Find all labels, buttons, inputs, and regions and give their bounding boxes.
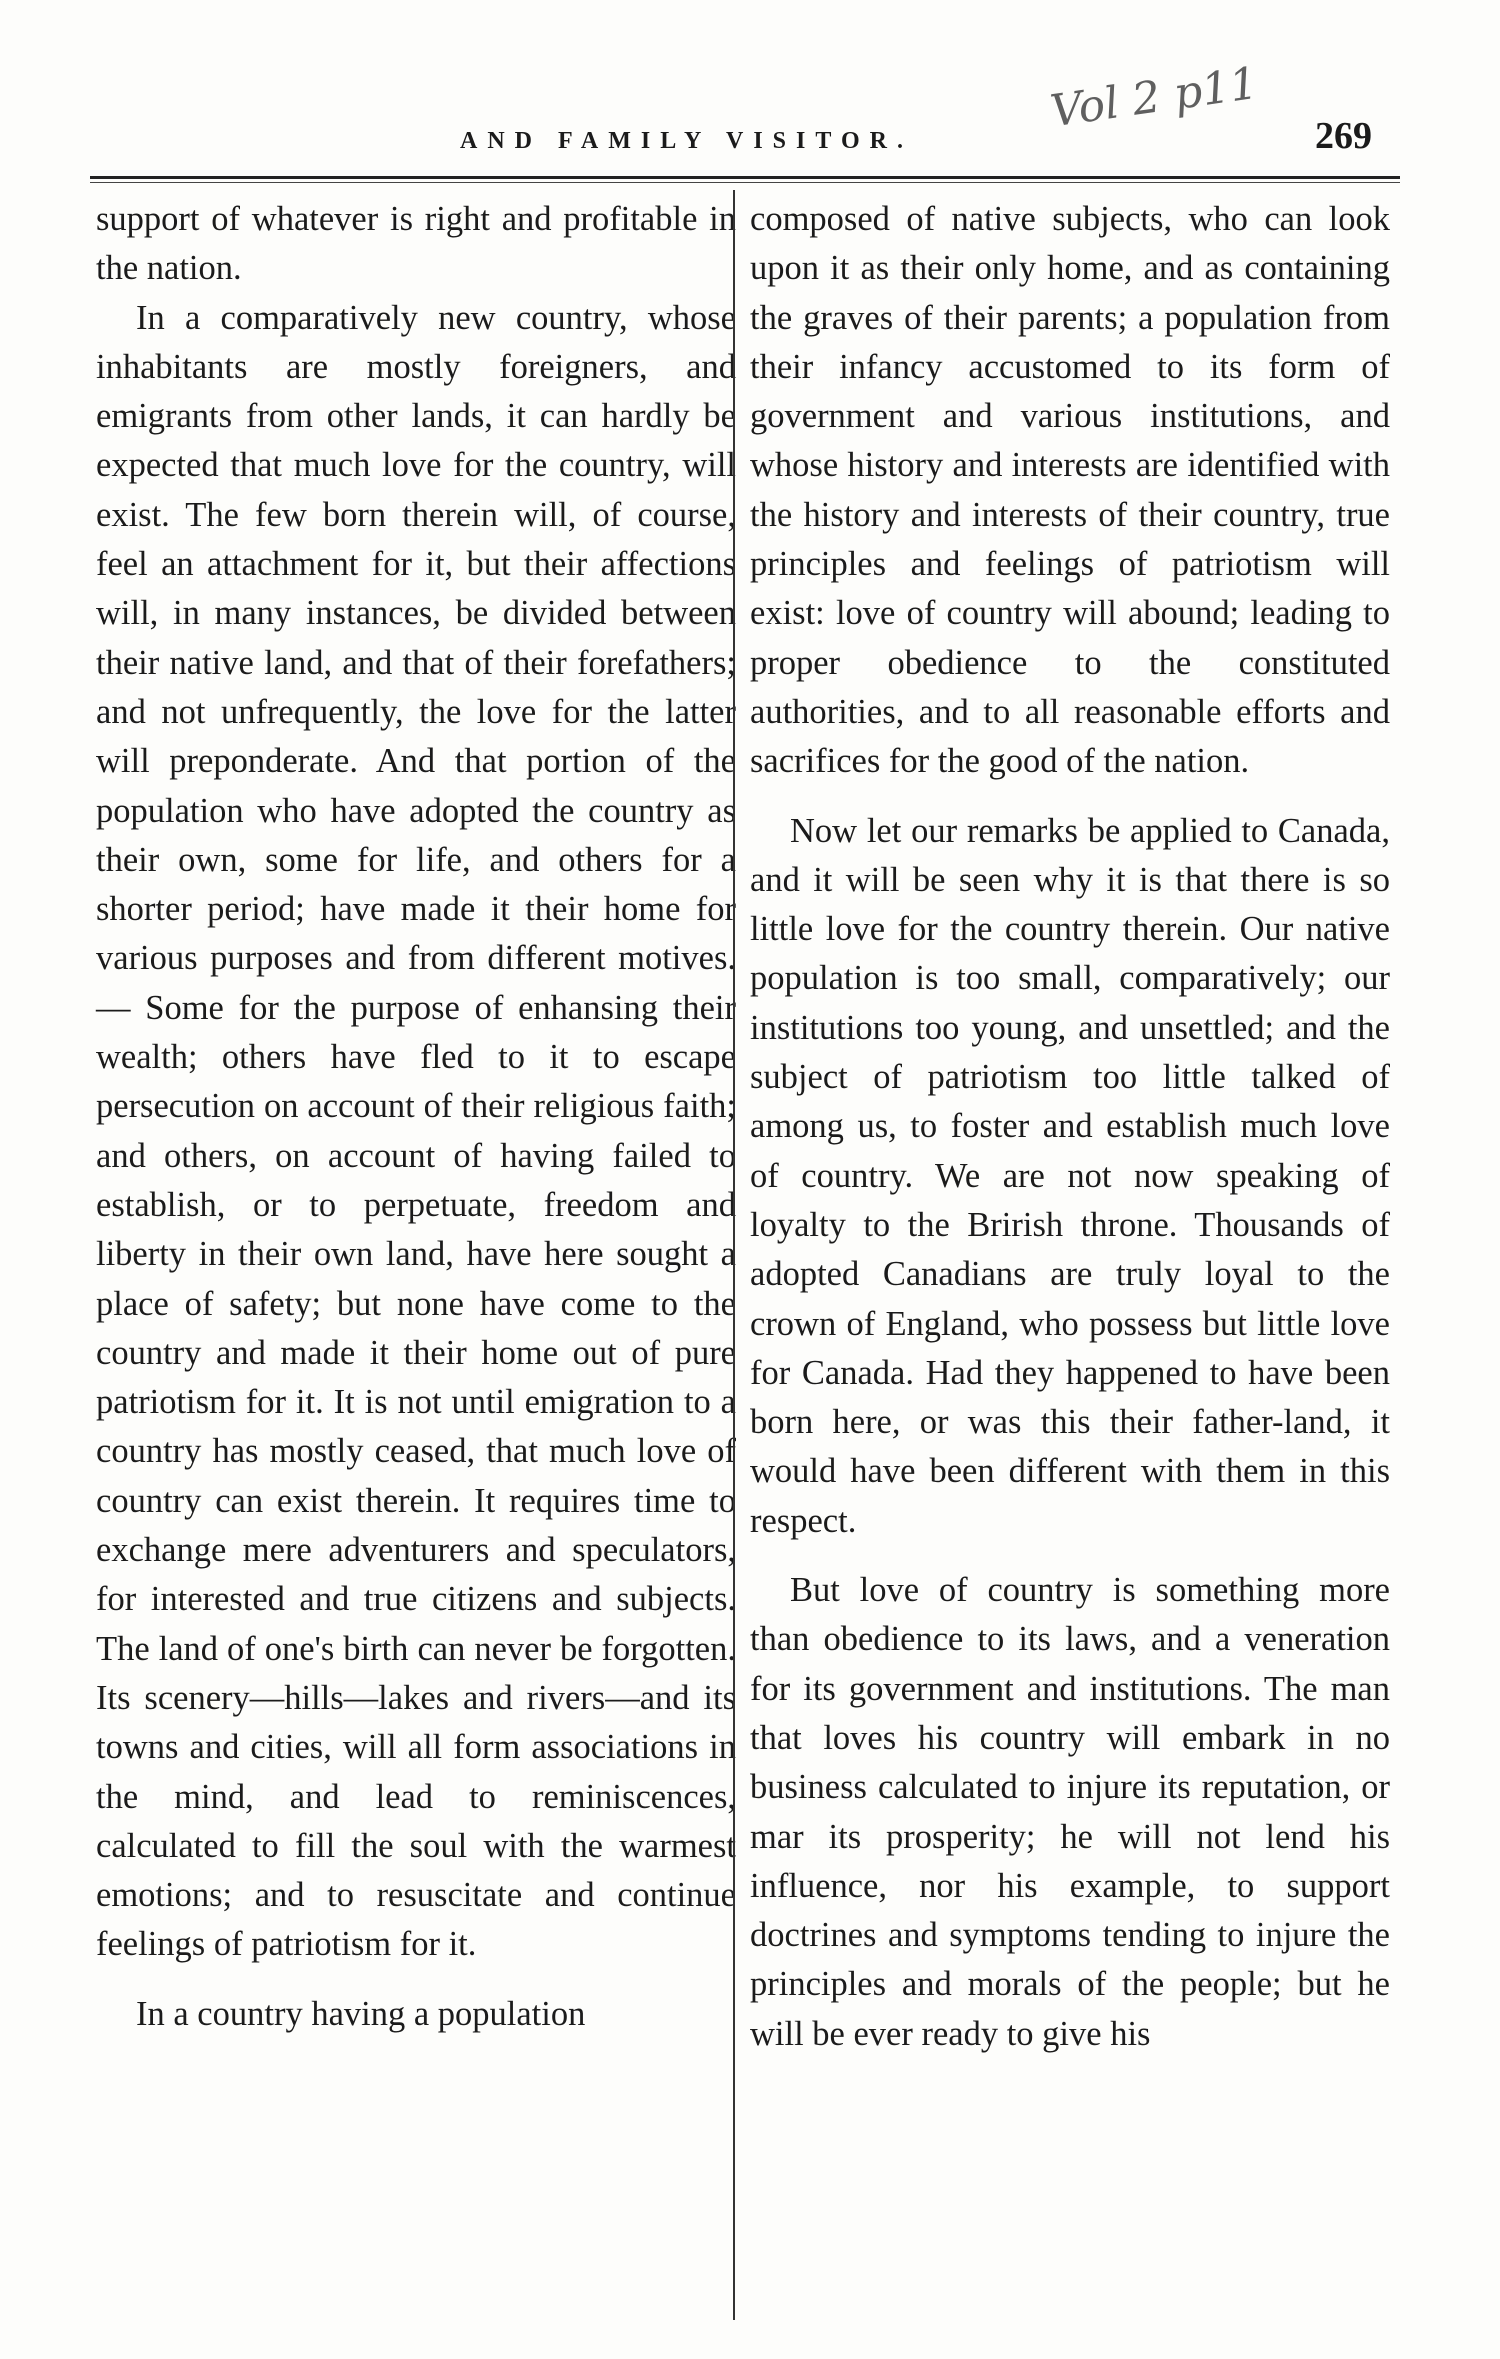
page-number: 269 — [1315, 115, 1372, 157]
paragraph: Now let our remarks be applied to Canada, and it will be seen why it is that there is so little love for the country therein. Our native population is too small, comparatively; our institutions too young, and unsettled; and the subject of patriotism too little talked of among us, to foster and establish much love of country. We are not now speaking of loyalty to the Brirish throne. Thousands of adopted Canadians are truly loyal to the crown of England, who possess but little love for Canada. Had they happened to have been born here, or was this their father-land, it would have been different with them in this respect. — [750, 811, 1390, 1540]
paragraph: In a country having a population — [136, 1994, 586, 2033]
column-divider — [733, 190, 735, 2320]
right-column — [750, 195, 1390, 2059]
paragraph: In a comparatively new country, whose inhabitants are mostly foreigners, and emigrants from other lands, it can hardly be expected that much love for the country, will exist. The few born therein will, of course, feel an attachment for it, but their affections will, in many instances, be divided between their native land, and that of their forefathers; and not unfrequently, the love for the latter will preponderate. And that portion of the population who have adopted the country as their own, some for life, and others for a shorter period; have made it their home for various purposes and from different motives.— Some for the purpose of enhansing their wealth; others have fled to it to escape persecution on account of their religious faith; and others, on account of having failed to establish, or to perpetuate, freedom and liberty in their own land, have here sought a place of safety; but none have come to the country and made it their home out of pure patriotism for it. It is not until emigration to a country has mostly ceased, that much love of country can exist therein. It requires time to exchange mere adventurers and speculators, for interested and true citizens and subjects. The land of one's birth can never be forgotten. Its scenery—hills—lakes and rivers—and its towns and cities, will all form associations in the mind, and lead to reminiscences, calculated to fill the soul with the warmest emotions; and to resuscitate and continue feelings of patriotism for it. — [96, 298, 736, 1964]
running-title: AND FAMILY VISITOR. — [460, 128, 913, 154]
header-rule-thin — [90, 182, 1400, 183]
paragraph: composed of native subjects, who can look upon it as their only home, and as containing the graves of their parents; a population from their infancy accustomed to its form of government and various institutions, and whose history and interests are identified with the history and interests of their country, true principles and feelings of patriotism will exist: love of country will abound; leading to proper obedience to the constituted authorities, and to all reasonable efforts and sacrifices for the good of the nation. — [750, 200, 1390, 781]
paragraph: But love of country is something more than obedience to its laws, and a veneration for its government and institutions. The man that loves his country will embark in no business calculated to injure its reputation, or mar its prosperity; he will not lend his influence, nor his example, to support doctrines and symptoms tending to injure the principles and morals of the people; but he will be ever ready to give his — [750, 1571, 1390, 2053]
paragraph: support of whatever is right and profitable in the nation. — [96, 200, 736, 288]
handwritten-annotation: Vol 2 p11 — [1047, 57, 1261, 138]
page-header — [90, 57, 1400, 180]
header-rule — [90, 176, 1400, 179]
left-column — [96, 195, 736, 2039]
